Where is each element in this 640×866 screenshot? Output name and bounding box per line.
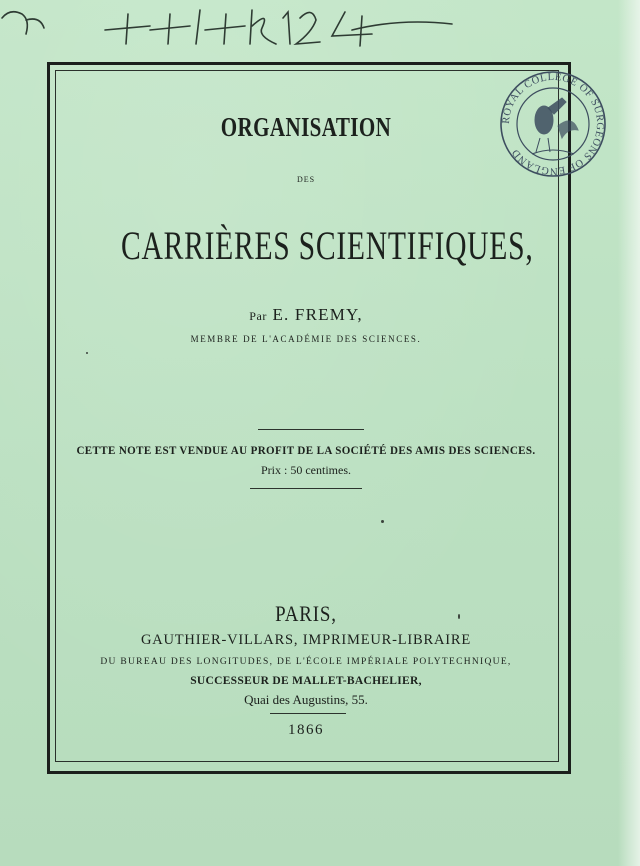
page-edge	[618, 0, 640, 866]
author-prefix: Par	[249, 309, 267, 323]
author-affiliation: MEMBRE DE L'ACADÉMIE DES SCIENCES.	[190, 334, 422, 344]
rule-above-note	[258, 429, 364, 430]
imprint-successor: SUCCESSEUR DE MALLET-BACHELIER,	[190, 675, 422, 687]
imprint-publisher: GAUTHIER-VILLARS, IMPRIMEUR-LIBRAIRE	[140, 632, 472, 648]
library-stamp	[492, 68, 614, 180]
imprint-city: PARIS,	[275, 601, 337, 626]
author-byline	[56, 305, 556, 325]
author-name: E. FREMY,	[272, 305, 363, 324]
handwritten-shelfmark	[0, 0, 460, 60]
title-connector: DES	[296, 175, 316, 184]
title-line-1: ORGANISATION	[220, 112, 392, 142]
rule-above-year	[270, 713, 346, 714]
sale-note: CETTE NOTE EST VENDUE AU PROFIT DE LA SOCIÉTÉ DES AMIS DES SCIENCES.	[76, 443, 536, 457]
stamp-lettering: ROYAL COLLEGE OF SURGEONS OF ENGLAND	[500, 71, 606, 177]
title-line-2: CARRIÈRES SCIENTIFIQUES,	[121, 223, 534, 268]
rule-below-note	[250, 488, 362, 489]
imprint-year: 1866	[288, 722, 324, 738]
paper-speck	[86, 352, 88, 354]
paper-speck	[458, 614, 460, 619]
imprint-bureau: DU BUREAU DES LONGITUDES, DE L'ÉCOLE IMPÉRIALE POLYTECHNIQUE,	[100, 657, 512, 667]
price: Prix : 50 centimes.	[261, 463, 351, 477]
imprint-address: Quai des Augustins, 55.	[244, 692, 368, 707]
paper-speck	[381, 520, 384, 523]
